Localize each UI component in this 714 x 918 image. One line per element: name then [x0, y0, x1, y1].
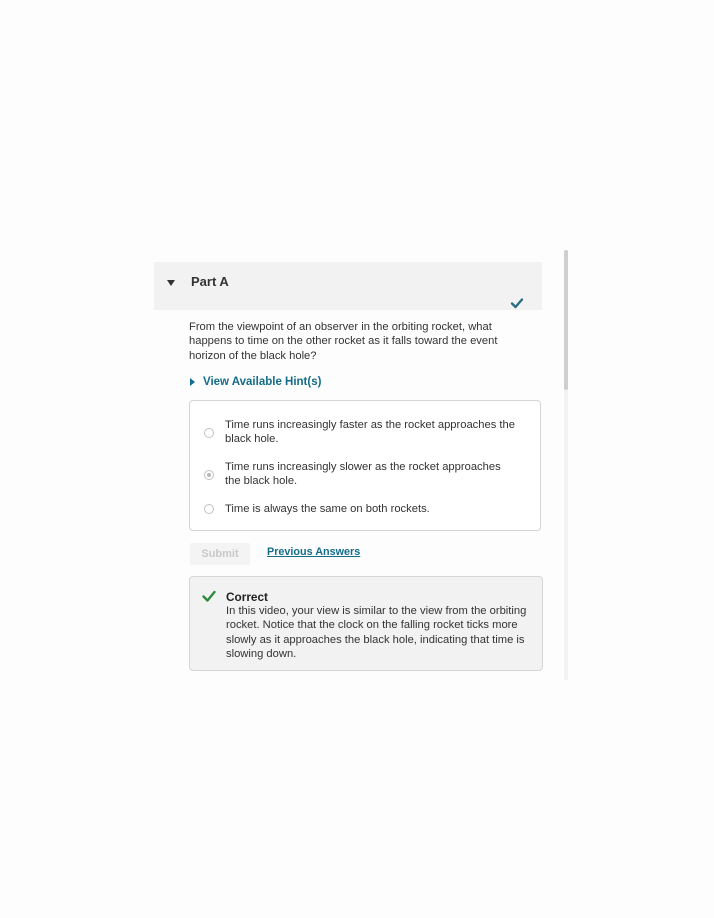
- answer-option-line: black hole.: [225, 433, 279, 446]
- radio-button[interactable]: [204, 504, 214, 514]
- checkmark-icon: [510, 296, 524, 310]
- view-hints-link[interactable]: [190, 374, 321, 390]
- answer-option-text[interactable]: [225, 502, 525, 516]
- answer-option-line: the black hole.: [225, 475, 298, 488]
- feedback-box: [189, 576, 543, 671]
- answer-option-line: Time is always the same on both rockets.: [225, 503, 430, 515]
- answer-option-text[interactable]: [225, 418, 525, 447]
- previous-answers-link[interactable]: Previous Answers: [267, 546, 361, 558]
- part-header[interactable]: [154, 262, 542, 310]
- checkmark-icon: [202, 589, 216, 603]
- answer-options: [189, 400, 541, 531]
- scrollbar[interactable]: [564, 250, 568, 680]
- submit-button[interactable]: Submit: [190, 543, 250, 565]
- scrollbar-thumb[interactable]: [564, 250, 568, 390]
- feedback-text: In this video, your view is similar to the view from the orbiting rocket. Notice that the clock on the falling rocket ticks more slowly as it approaches the black hole, indicating that time is slowing down.: [226, 605, 527, 660]
- caret-down-icon[interactable]: [167, 280, 175, 286]
- part-title: Part A: [191, 274, 229, 289]
- answer-option-line: Time runs increasingly faster as the rocket approaches the: [225, 419, 515, 431]
- view-hints-label[interactable]: View Available Hint(s): [203, 376, 322, 388]
- radio-button-selected[interactable]: [204, 470, 214, 480]
- answer-option-text[interactable]: [225, 460, 525, 489]
- question-text: From the viewpoint of an observer in the orbiting rocket, what happens to time on the other rocket as it falls toward the event horizon of the black hole?: [189, 321, 498, 362]
- radio-button[interactable]: [204, 428, 214, 438]
- answer-option-line: Time runs increasingly slower as the rocket approaches: [225, 461, 501, 473]
- caret-right-icon[interactable]: [190, 378, 195, 386]
- feedback-title: Correct: [226, 590, 268, 604]
